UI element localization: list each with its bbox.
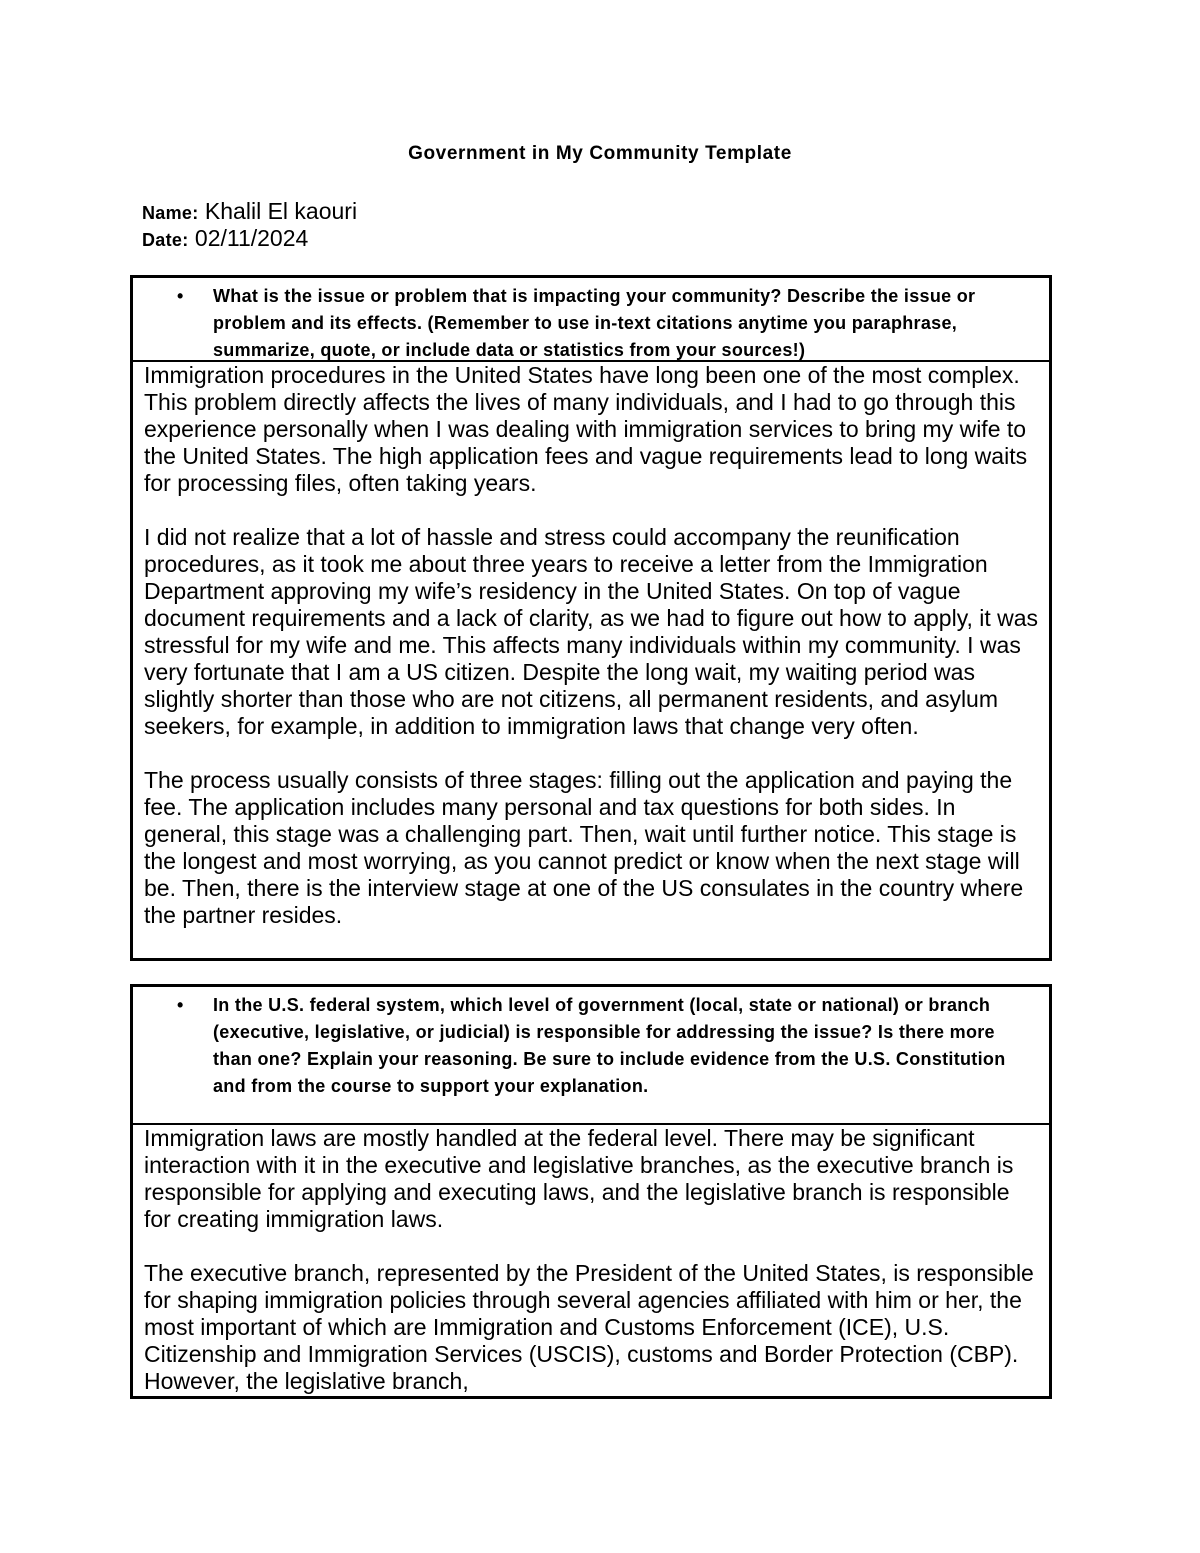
date-value: 02/11/2024 [194, 225, 309, 251]
name-label: Name: [142, 203, 199, 223]
answer-paragraph: Immigration laws are mostly handled at the federal level. There may be significant interaction with it in the executive and legislative branches, as the executive branch is responsible for applying and executing laws, and the legislative branch is responsible for creating immigration laws. [144, 1125, 1014, 1232]
answer-paragraph: Immigration procedures in the United States have long been one of the most complex. This problem directly affects the lives of many individuals, and I had to go through this experience personally when I was dealing with immigration services to bring my wife to the United States. The high application fees and vague requirements lead to long waits for processing files, often taking years. [144, 362, 1028, 496]
bullet-icon: • [177, 995, 184, 1015]
issue-prompt-cell [133, 278, 1049, 362]
government-section [130, 984, 1052, 1399]
name-value: Khalil El kaouri [204, 198, 358, 224]
issue-answer-cell[interactable] [133, 362, 1049, 929]
answer-paragraph: The executive branch, represented by the President of the United States, is responsible for shaping immigration policies through several agencies affiliated with him or her, the most important of which are Immigration and Customs Enforcement (ICE), U.S. Citizenship and Immigration Services (USCIS), customs and Border Protection (CBP). However, the legislative branch, [144, 1260, 1034, 1394]
issue-prompt-text: What is the issue or problem that is impacting your community? Describe the issue or problem and its effects. (Remember to use in-text citations anytime you paraphrase, summarize, quote, or include data or statistics from your sources!) [213, 286, 976, 360]
issue-section [130, 275, 1052, 961]
government-prompt-text: In the U.S. federal system, which level of government (local, state or national) or branch (executive, legislative, or judicial) is responsible for addressing the issue? Is there more than one? Explain your reasoning. Be sure to include evidence from the U.S. Constitution and from the course to support your explanation. [213, 995, 1006, 1096]
answer-paragraph: I did not realize that a lot of hassle and stress could accompany the reunification procedures, as it took me about three years to receive a letter from the Immigration Department approving my wife’s residency in the United States. On top of vague document requirements and a lack of clarity, as we had to figure out how to apply, it was stressful for my wife and me. This affects many individuals within my community. I was very fortunate that I am a US citizen. Despite the long wait, my waiting period was slightly shorter than those who are not citizens, all permanent residents, and asylum seekers, for example, in addition to immigration laws that change very often. [144, 524, 1039, 739]
page-title: Government in My Community Template [408, 143, 792, 164]
bullet-icon: • [177, 286, 184, 306]
name-line [142, 197, 357, 227]
government-answer-cell[interactable] [133, 1125, 1049, 1395]
answer-paragraph: The process usually consists of three stages: filling out the application and paying the fee. The application includes many personal and tax questions for both sides. In general, this stage was a challenging part. Then, wait until further notice. This stage is the longest and most worrying, as you cannot predict or know when the next stage will be. Then, there is the interview stage at one of the US consulates in the country where the partner resides. [144, 767, 1024, 928]
date-line [142, 224, 308, 254]
date-label: Date: [142, 230, 189, 250]
government-prompt-cell [133, 987, 1049, 1125]
